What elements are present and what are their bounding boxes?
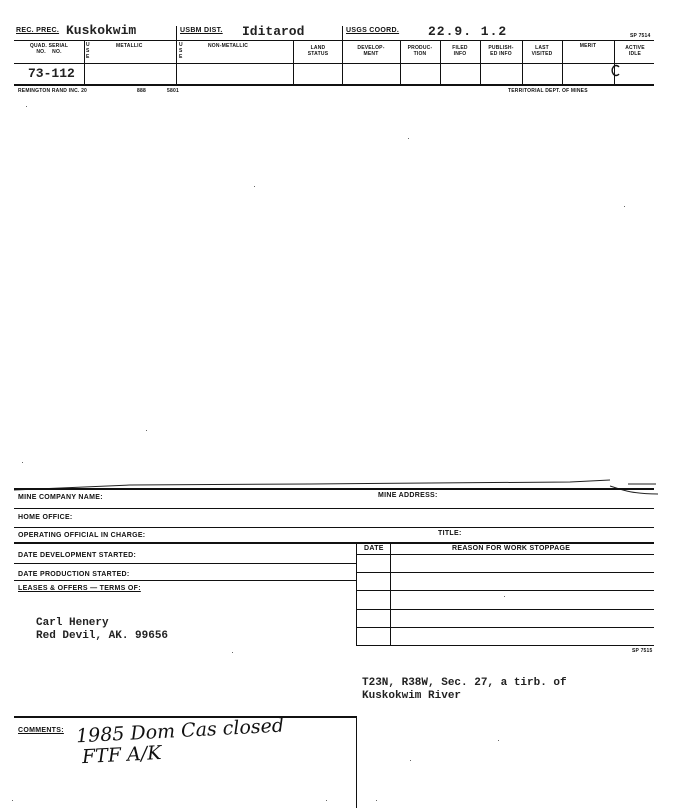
scan-speck (12, 800, 13, 801)
comments-label: COMMENTS: (18, 727, 64, 734)
scan-speck (232, 652, 233, 653)
rule (356, 716, 357, 808)
mine-company-label: MINE COMPANY NAME: (18, 494, 103, 501)
column-header-divider (14, 63, 654, 64)
development-header: DEVELOP- MENT (357, 45, 385, 57)
leases-label: LEASES & OFFERS — TERMS OF: (18, 585, 141, 592)
scan-speck (624, 206, 625, 207)
scan-speck (254, 186, 255, 187)
scan-speck (410, 760, 411, 761)
land-status-header: LAND STATUS (307, 45, 329, 57)
usgs-coord-value: 22.9. 1.2 (428, 24, 508, 39)
owner-name: Carl Henery (36, 617, 109, 629)
date-development-label: DATE DEVELOPMENT STARTED: (18, 552, 137, 559)
rule (14, 563, 356, 564)
operating-official-label: OPERATING OFFICIAL IN CHARGE: (18, 532, 146, 539)
scan-speck (408, 138, 409, 139)
rule (356, 542, 357, 645)
non-metallic-header: NON-METALLIC (208, 43, 249, 49)
title-label: TITLE: (438, 530, 462, 537)
rec-prec-value: Kuskokwim (66, 23, 137, 38)
rule (14, 542, 654, 544)
use-header-nonmetallic: U S E (179, 42, 183, 60)
scan-speck (26, 106, 27, 107)
rule (356, 609, 654, 610)
usgs-coord-label: USGS COORD. (346, 27, 400, 34)
metallic-header: METALLIC (116, 43, 143, 49)
active-idle-header: ACTIVE IDLE (625, 45, 645, 57)
scan-speck (146, 430, 147, 431)
scan-speck (498, 740, 499, 741)
use-header-metallic: U S E (86, 42, 90, 60)
form-code-2: SP 7515 (632, 648, 653, 654)
usbm-dist-value: Iditarod (242, 24, 305, 39)
scan-speck (326, 800, 327, 801)
rule (14, 580, 356, 581)
owner-address: Red Devil, AK. 99656 (36, 630, 169, 642)
rule (356, 572, 654, 573)
location-line-1: T23N, R38W, Sec. 27, a tirb. of (362, 677, 567, 689)
comment-handwritten-1: 1985 Dom Cas closed (75, 714, 285, 748)
card-edge (10, 476, 660, 498)
column-rule (84, 40, 85, 84)
date-production-label: DATE PRODUCTION STARTED: (18, 571, 130, 578)
production-header: PRODUC- TION (407, 45, 433, 57)
rule (14, 527, 654, 528)
rec-prec-label: REC. PREC. (16, 27, 60, 34)
published-info-header: PUBLISH- ED INFO (488, 45, 514, 57)
rule (356, 590, 654, 591)
usbm-dist-label: USBM DIST. (180, 27, 223, 34)
location-line-2: Kuskokwim River (362, 690, 462, 702)
scan-speck (22, 462, 23, 463)
punch-hole-mark (611, 64, 621, 77)
quad-serial-value: 73-112 (28, 66, 75, 81)
rule (356, 627, 654, 628)
last-visited-header: LAST VISITED (531, 45, 553, 57)
printer-code-2: 5801 (167, 88, 179, 94)
merit-header: MERIT (579, 43, 597, 49)
record-bottom-rule (14, 84, 654, 86)
rule (356, 645, 654, 646)
date-col-label: DATE (364, 545, 384, 552)
comments-top-rule (14, 716, 356, 718)
scan-speck (376, 800, 377, 801)
header-divider (14, 40, 654, 41)
mine-address-label: MINE ADDRESS: (378, 492, 438, 499)
form-code: SP 7514 (630, 33, 651, 39)
department-credit: TERRITORIAL DEPT. OF MINES (508, 88, 588, 94)
home-office-label: HOME OFFICE: (18, 514, 73, 521)
rule (356, 554, 654, 555)
comment-handwritten-2: FTF A/K (81, 741, 162, 769)
reason-col-label: REASON FOR WORK STOPPAGE (452, 545, 571, 552)
form-top-rule (14, 488, 654, 490)
filed-info-header: FILED INFO (452, 45, 468, 57)
printer-code-1: 888 (137, 88, 146, 94)
rule (390, 542, 391, 645)
printer-credit: REMINGTON RAND INC. 20 (18, 88, 88, 94)
quad-serial-header: QUAD. SERIAL NO. NO. (29, 43, 69, 55)
rule (14, 508, 654, 509)
scan-speck (504, 596, 505, 597)
column-rule (176, 26, 177, 84)
